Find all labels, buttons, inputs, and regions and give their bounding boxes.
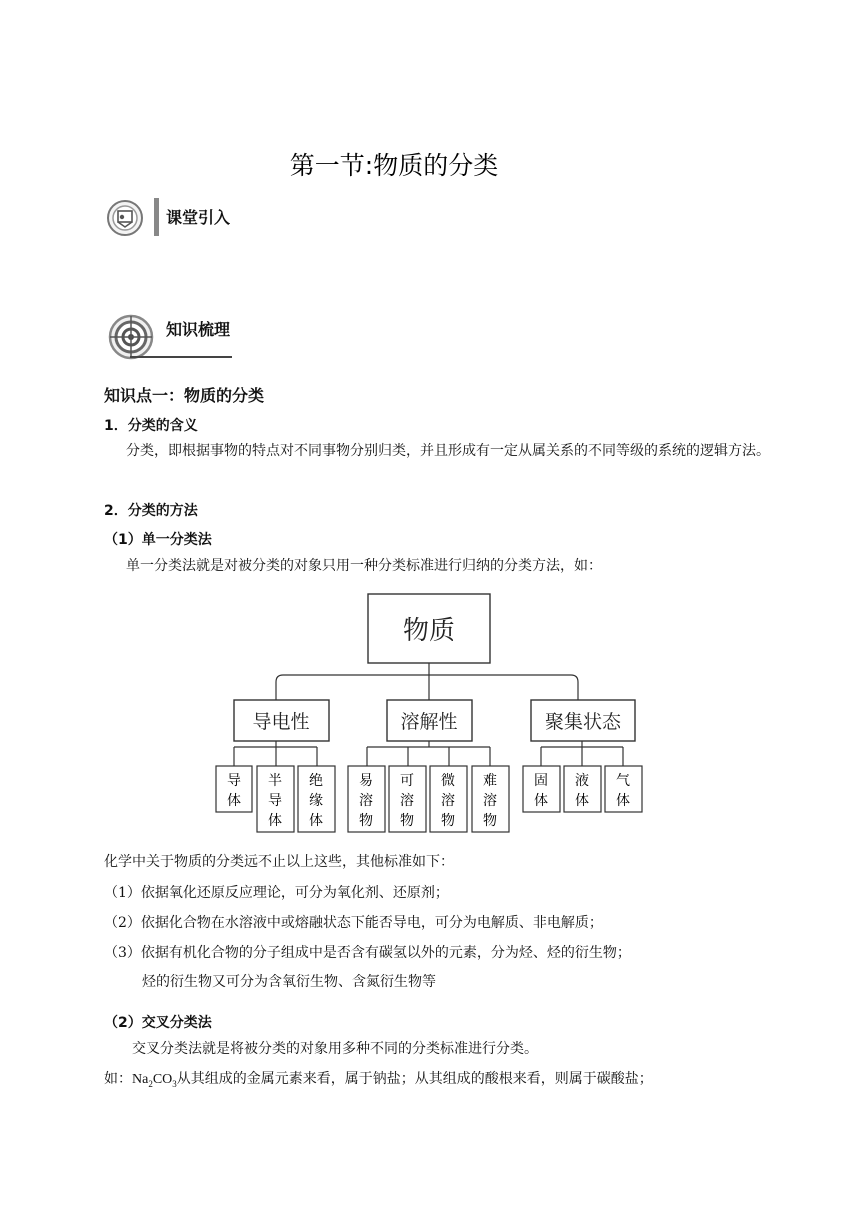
diagram-root-label: 物质 <box>402 616 456 646</box>
formula-co: CO <box>152 1072 173 1087</box>
diagram-leaf-char: 物 <box>483 813 497 829</box>
example-text: 从其组成的金属元素来看，属于钠盐；从其组成的酸根来看，则属于碳酸盐； <box>176 1071 653 1087</box>
section-1-text: 分类，即根据事物的特点对不同事物分别归类，并且形成有一定从属关系的不同等级的系统的逻辑方法。 <box>126 443 770 459</box>
diagram-leaf-char: 体 <box>575 793 589 809</box>
formula-sub-2: 2 <box>148 1078 153 1089</box>
intro-section-icon <box>106 198 146 238</box>
intro-section-bar <box>154 198 159 236</box>
diagram-leaf-char: 物 <box>400 813 414 829</box>
formula-sub-3: 3 <box>172 1078 177 1089</box>
page-title: 第一节:物质的分类 <box>289 151 499 180</box>
diagram-group-label-state: 聚集状态 <box>544 711 622 733</box>
others-item-3-continuation: 烃的衍生物又可分为含氧衍生物、含氮衍生物等 <box>142 974 436 990</box>
diagram-leaf-char: 绝 <box>309 773 323 789</box>
diagram-leaf-char: 溶 <box>400 793 414 809</box>
diagram-leaf-char: 半 <box>268 773 282 789</box>
diagram-leaf-char: 体 <box>268 813 282 829</box>
diagram-leaf-char: 物 <box>441 813 455 829</box>
others-item-1: （1）依据氧化还原反应理论，可分为氧化剂、还原剂； <box>104 885 449 901</box>
diagram-leaf-char: 体 <box>534 793 548 809</box>
intro-section-label: 课堂引入 <box>166 208 231 227</box>
classification-diagram <box>210 590 660 835</box>
diagram-group-label-solubility: 溶解性 <box>400 711 458 733</box>
method-2-text: 交叉分类法就是将被分类的对象用多种不同的分类标准进行分类。 <box>132 1041 538 1057</box>
section-1-heading: 1．分类的含义 <box>104 418 198 434</box>
diagram-leaf-char: 固 <box>534 773 548 789</box>
diagram-leaf-char: 液 <box>575 773 589 789</box>
diagram-leaf-char: 缘 <box>309 793 323 809</box>
method-2-example <box>104 1072 653 1091</box>
diagram-leaf-char: 导 <box>227 773 241 789</box>
diagram-leaf-char: 导 <box>268 793 282 809</box>
diagram-leaf-char: 气 <box>616 773 630 789</box>
others-intro: 化学中关于物质的分类远不止以上这些，其他标准如下： <box>104 854 454 870</box>
section-2-heading: 2．分类的方法 <box>104 503 198 519</box>
diagram-leaf-char: 溶 <box>359 793 373 809</box>
formula-na: Na <box>132 1072 149 1087</box>
knowledge-section-icon <box>107 313 155 361</box>
diagram-leaf-char: 物 <box>359 813 373 829</box>
diagram-leaf-char: 微 <box>441 773 455 789</box>
diagram-leaf-char: 易 <box>359 773 373 789</box>
diagram-leaf-char: 难 <box>483 773 497 789</box>
method-2-heading: （2）交叉分类法 <box>104 1015 212 1031</box>
diagram-leaf-char: 溶 <box>483 793 497 809</box>
others-item-2: （2）依据化合物在水溶液中或熔融状态下能否导电，可分为电解质、非电解质； <box>104 915 603 931</box>
example-prefix: 如： <box>104 1071 132 1087</box>
method-1-heading: （1）单一分类法 <box>104 532 212 548</box>
diagram-leaf-char: 体 <box>616 793 630 809</box>
diagram-group-label-conductivity: 导电性 <box>252 711 310 733</box>
diagram-leaf-char: 体 <box>227 793 241 809</box>
diagram-leaf-char: 可 <box>400 773 414 789</box>
knowledge-section-underline <box>130 356 232 358</box>
method-1-text: 单一分类法就是对被分类的对象只用一种分类标准进行归纳的分类方法，如： <box>126 558 602 574</box>
knowledge-section-label: 知识梳理 <box>166 320 231 339</box>
diagram-leaf-char: 体 <box>309 813 323 829</box>
diagram-leaf-char: 溶 <box>441 793 455 809</box>
others-item-3: （3）依据有机化合物的分子组成中是否含有碳氢以外的元素，分为烃、烃的衍生物； <box>104 945 631 961</box>
knowledge-point-1-heading: 知识点一：物质的分类 <box>104 386 265 405</box>
